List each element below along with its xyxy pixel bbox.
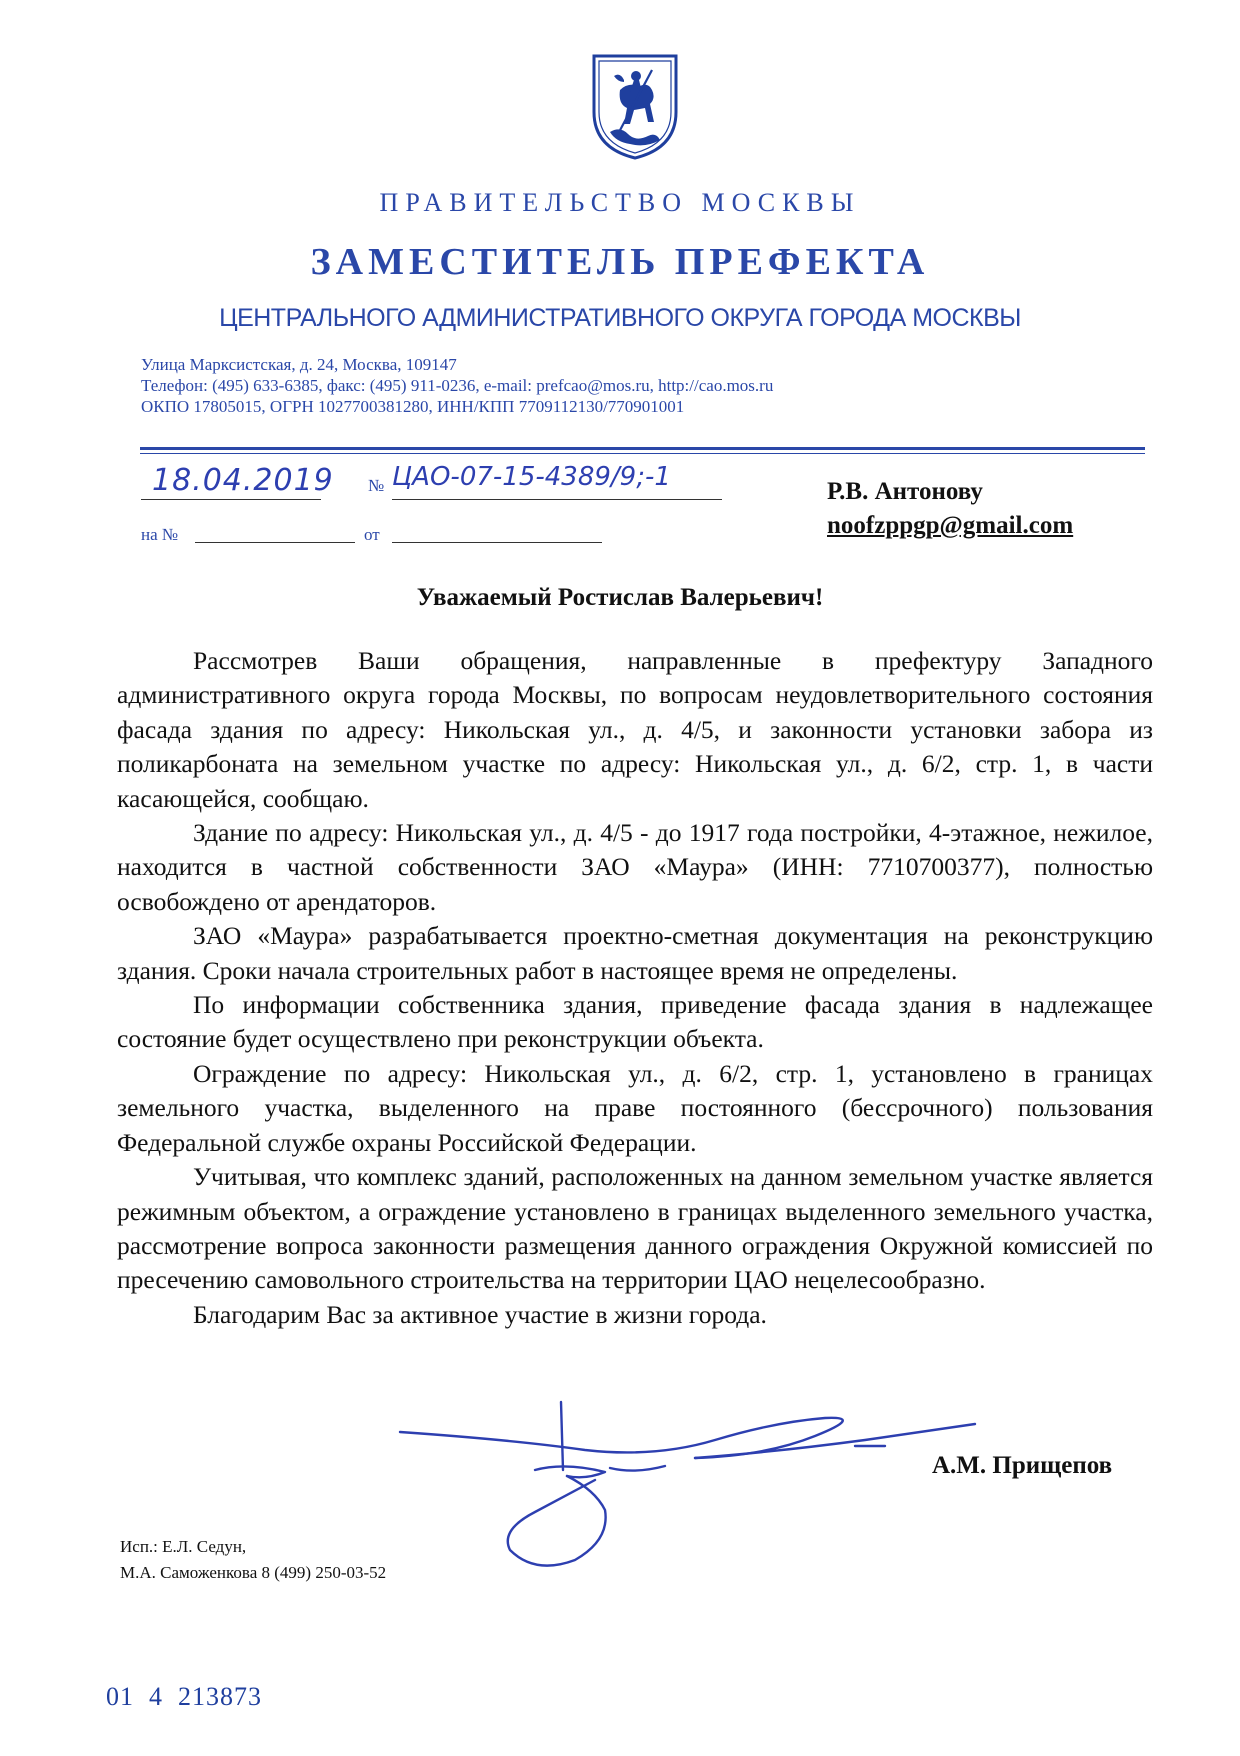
- executor-line-1: Исп.: Е.Л. Седун,: [120, 1537, 247, 1556]
- government-title: ПРАВИТЕЛЬСТВО МОСКВЫ: [379, 188, 861, 217]
- body-paragraph: Рассмотрев Ваши обращения, направленные в префектуру Западного административного округа города Москвы, по вопросам неудовлетворительного состояния фасада здания по адресу: Никольская ул., д. 4/5, и законности установки забора из поликарбоната на земельном участке по адресу: Никольская ул., д. 6/2, стр. 1, в части касающейся, сообщаю.: [117, 646, 1153, 813]
- reference-number-line: [195, 542, 355, 543]
- deputy-prefect-title: ЗАМЕСТИТЕЛЬ ПРЕФЕКТА: [310, 241, 930, 283]
- reference-date-line: [392, 542, 602, 543]
- registration-number: ЦАО-07-15-4389/9;-1: [392, 462, 671, 492]
- salutation: Уважаемый Ростислав Валерьевич!: [416, 584, 824, 611]
- reference-number-label: на №: [141, 525, 179, 544]
- letterhead-divider: [140, 447, 1145, 450]
- letterhead-divider-thin: [140, 453, 1145, 454]
- handwritten-signature: [395, 1400, 995, 1590]
- registration-date: 18.04.2019: [152, 463, 334, 498]
- body-paragraph: По информации собственника здания, приведение фасада здания в надлежащее состояние будет осуществлено при реконструкции объекта.: [117, 990, 1153, 1054]
- letterhead-address: Улица Марксистская, д. 24, Москва, 109147: [141, 355, 457, 374]
- body-paragraph: Здание по адресу: Никольская ул., д. 4/5 - до 1917 года постройки, 4-этажное, нежилое, находится в частной собственности ЗАО «Маура» (ИНН: 7710700377), полностью освобождено от арендаторов.: [117, 818, 1153, 916]
- district-title: ЦЕНТРАЛЬНОГО АДМИНИСТРАТИВНОГО ОКРУГА ГОРОДА МОСКВЫ: [219, 304, 1021, 332]
- body-paragraph: Учитывая, что комплекс зданий, расположенных на данном земельном участке является режимным объектом, а ограждение установлено в границах выделенного земельного участка, рассмотрение вопроса законности размещения данного ограждения Окружной комиссией по пресечению самовольного строительства на территории ЦАО нецелесообразно.: [117, 1162, 1153, 1295]
- executor-line-2: М.А. Саможенкова 8 (499) 250-03-52: [120, 1563, 387, 1582]
- moscow-coat-of-arms-emblem: [590, 52, 680, 160]
- date-underline: [141, 499, 321, 500]
- letterhead-codes: ОКПО 17805015, ОГРН 1027700381280, ИНН/КПП 7709112130/770901001: [141, 397, 685, 416]
- body-paragraph: Благодарим Вас за активное участие в жизни города.: [193, 1299, 767, 1329]
- body-paragraph: Ограждение по адресу: Никольская ул., д. 6/2, стр. 1, установлено в границах земельного участка, выделенного на праве постоянного (бессрочного) пользования Федеральной службе охраны Российской Федерации.: [117, 1058, 1153, 1157]
- signer-name: А.М. Прищепов: [932, 1452, 1113, 1479]
- letterhead-phone: Телефон: (495) 633-6385, факс: (495) 911-0236, e-mail: prefcao@mos.ru, http://cao.mos.ru: [141, 376, 774, 395]
- number-underline: [392, 499, 722, 500]
- reference-date-label: от: [364, 525, 380, 544]
- letter-body: [117, 644, 1153, 1332]
- addressee-email[interactable]: noofzppgp@gmail.com: [827, 512, 1074, 539]
- document-serial-number: 01 4 213873: [106, 1682, 262, 1711]
- body-paragraph: ЗАО «Маура» разрабатывается проектно-сметная документация на реконструкцию здания. Сроки начала строительных работ в настоящее время не определены.: [117, 921, 1153, 985]
- addressee-name: Р.В. Антонову: [827, 478, 983, 505]
- registration-number-label: №: [368, 476, 385, 495]
